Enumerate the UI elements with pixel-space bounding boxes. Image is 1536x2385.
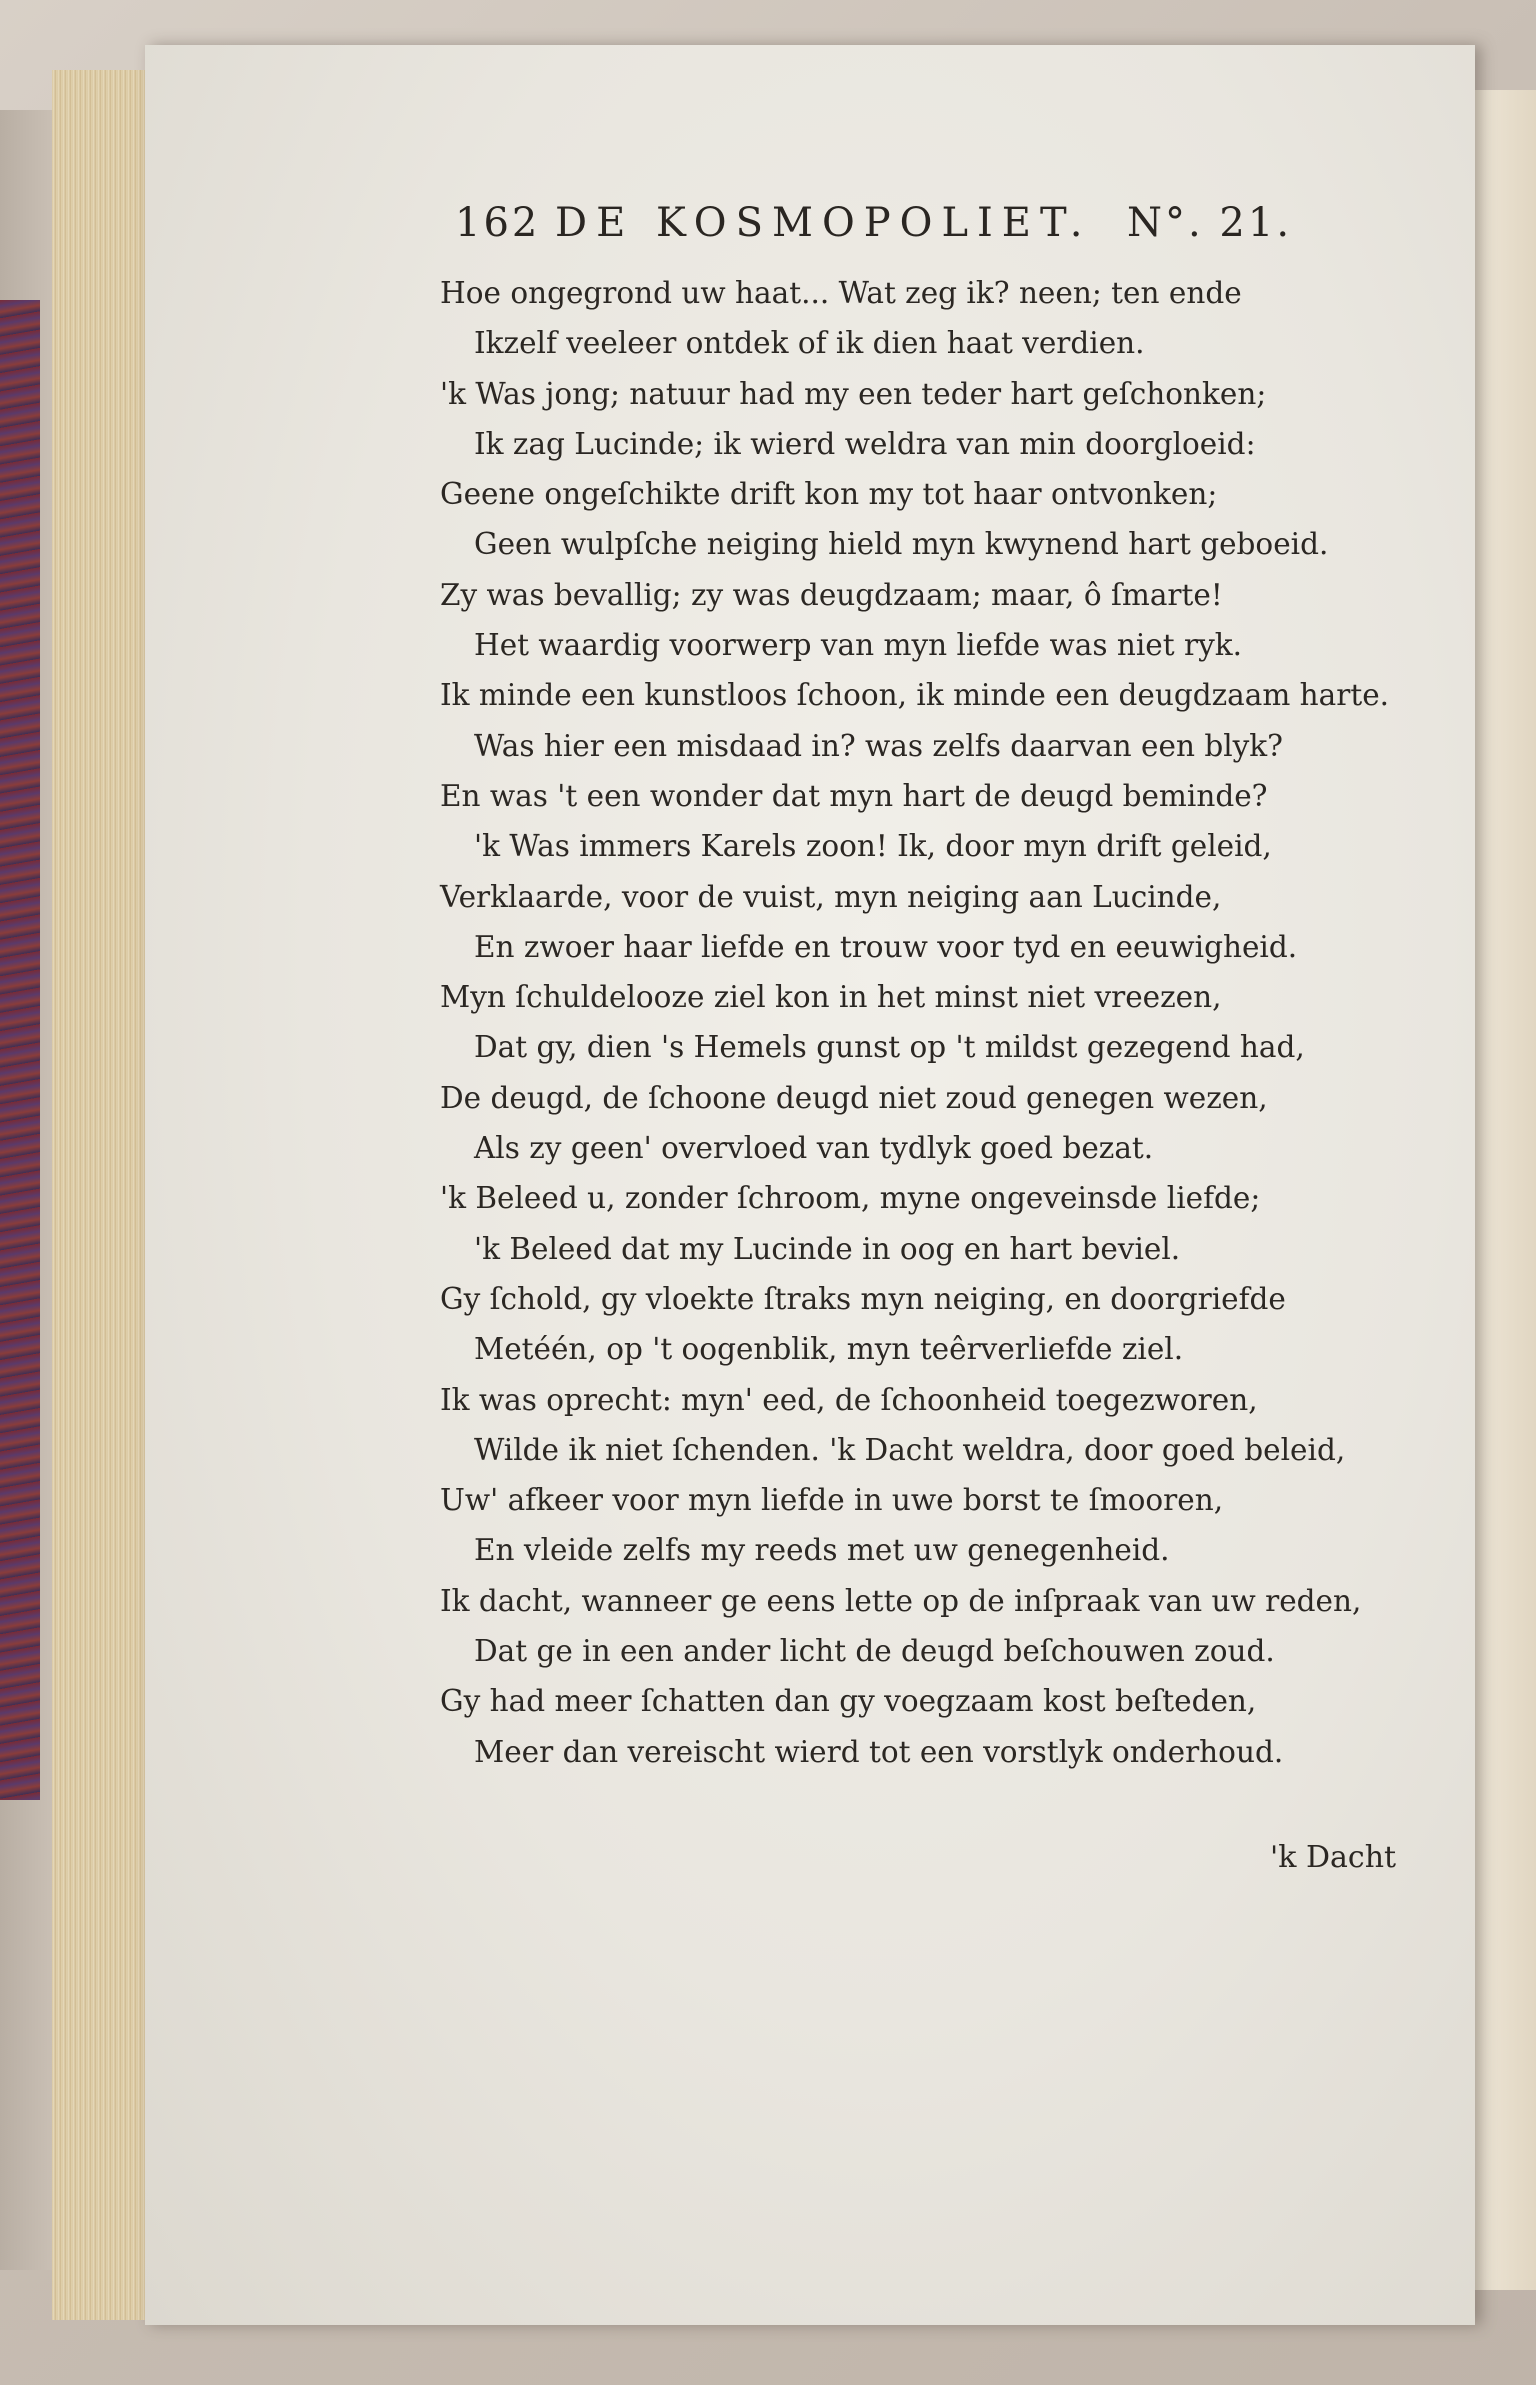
poem-line: 'k Was jong; natuur had my een teder hart geſchonken;	[440, 376, 1267, 411]
page-number: 162	[455, 200, 541, 246]
poem-line: De deugd, de ſchoone deugd niet zoud genegen wezen,	[440, 1080, 1268, 1115]
poem-line: Gy had meer ſchatten dan gy voegzaam kost beſteden,	[440, 1684, 1257, 1719]
poem-line: 'k Beleed dat my Lucinde in oog en hart beviel.	[474, 1231, 1181, 1266]
marbled-cover-edge	[0, 300, 40, 1800]
poem-line: Meer dan vereischt wierd tot een vorstlyk onderhoud.	[474, 1734, 1284, 1769]
poem-line: Verklaarde, voor de vuist, myn neiging aan Lucinde,	[440, 879, 1222, 914]
page-header	[455, 200, 1305, 260]
poem-line: Ik zag Lucinde; ik wierd weldra van min doorgloeid:	[474, 426, 1256, 461]
running-title: DE KOSMOPOLIET.	[555, 200, 1092, 246]
poem-line: En was 't een wonder dat myn hart de deugd beminde?	[440, 778, 1268, 813]
issue-number: N°. 21.	[1127, 200, 1293, 246]
poem-line: Ikzelf veeleer ontdek of ik dien haat verdien.	[474, 326, 1145, 361]
poem-line: Geene ongeſchikte drift kon my tot haar ontvonken;	[440, 477, 1218, 512]
poem-line: Dat gy, dien 's Hemels gunst op 't mildst gezegend had,	[474, 1030, 1305, 1065]
poem-line: 'k Beleed u, zonder ſchroom, myne ongeveinsde liefde;	[440, 1181, 1261, 1216]
poem-line: Was hier een misdaad in? was zelfs daarvan een blyk?	[474, 728, 1284, 763]
poem-line: Zy was bevallig; zy was deugdzaam; maar, ô ſmarte!	[440, 577, 1223, 612]
poem-line: Dat ge in een ander licht de deugd beſchouwen zoud.	[474, 1634, 1275, 1669]
poem-line: Het waardig voorwerp van myn liefde was niet ryk.	[474, 628, 1242, 663]
poem-line: Geen wulpſche neiging hield myn kwynend hart geboeid.	[474, 527, 1329, 562]
catchword: 'k Dacht	[1270, 1840, 1397, 1875]
poem-line: Uw' afkeer voor myn liefde in uwe borst te ſmooren,	[440, 1483, 1224, 1518]
poem-line: Metéén, op 't oogenblik, myn teêrverliefde ziel.	[474, 1332, 1184, 1367]
poem-line: En zwoer haar liefde en trouw voor tyd en eeuwigheid.	[474, 929, 1298, 964]
poem-line: Myn ſchuldelooze ziel kon in het minst niet vreezen,	[440, 980, 1222, 1015]
poem-line: 'k Was immers Karels zoon! Ik, door myn drift geleid,	[474, 829, 1272, 864]
poem-line: En vleide zelfs my reeds met uw genegenheid.	[474, 1533, 1170, 1568]
poem-line: Als zy geen' overvloed van tydlyk goed bezat.	[474, 1131, 1154, 1166]
poem-line: Ik was oprecht: myn' eed, de ſchoonheid toegezworen,	[440, 1382, 1258, 1417]
poem-line: Ik minde een kunstloos ſchoon, ik minde een deugdzaam harte.	[440, 678, 1390, 713]
poem-text	[440, 268, 1420, 1777]
poem-line: Ik dacht, wanneer ge eens lette op de inſpraak van uw reden,	[440, 1583, 1362, 1618]
poem-line: Gy ſchold, gy vloekte ſtraks myn neiging, en doorgriefde	[440, 1281, 1286, 1316]
poem-line: Hoe ongegrond uw haat... Wat zeg ik? neen; ten ende	[440, 276, 1242, 310]
poem-line: Wilde ik niet ſchenden. 'k Dacht weldra, door goed beleid,	[474, 1432, 1346, 1467]
